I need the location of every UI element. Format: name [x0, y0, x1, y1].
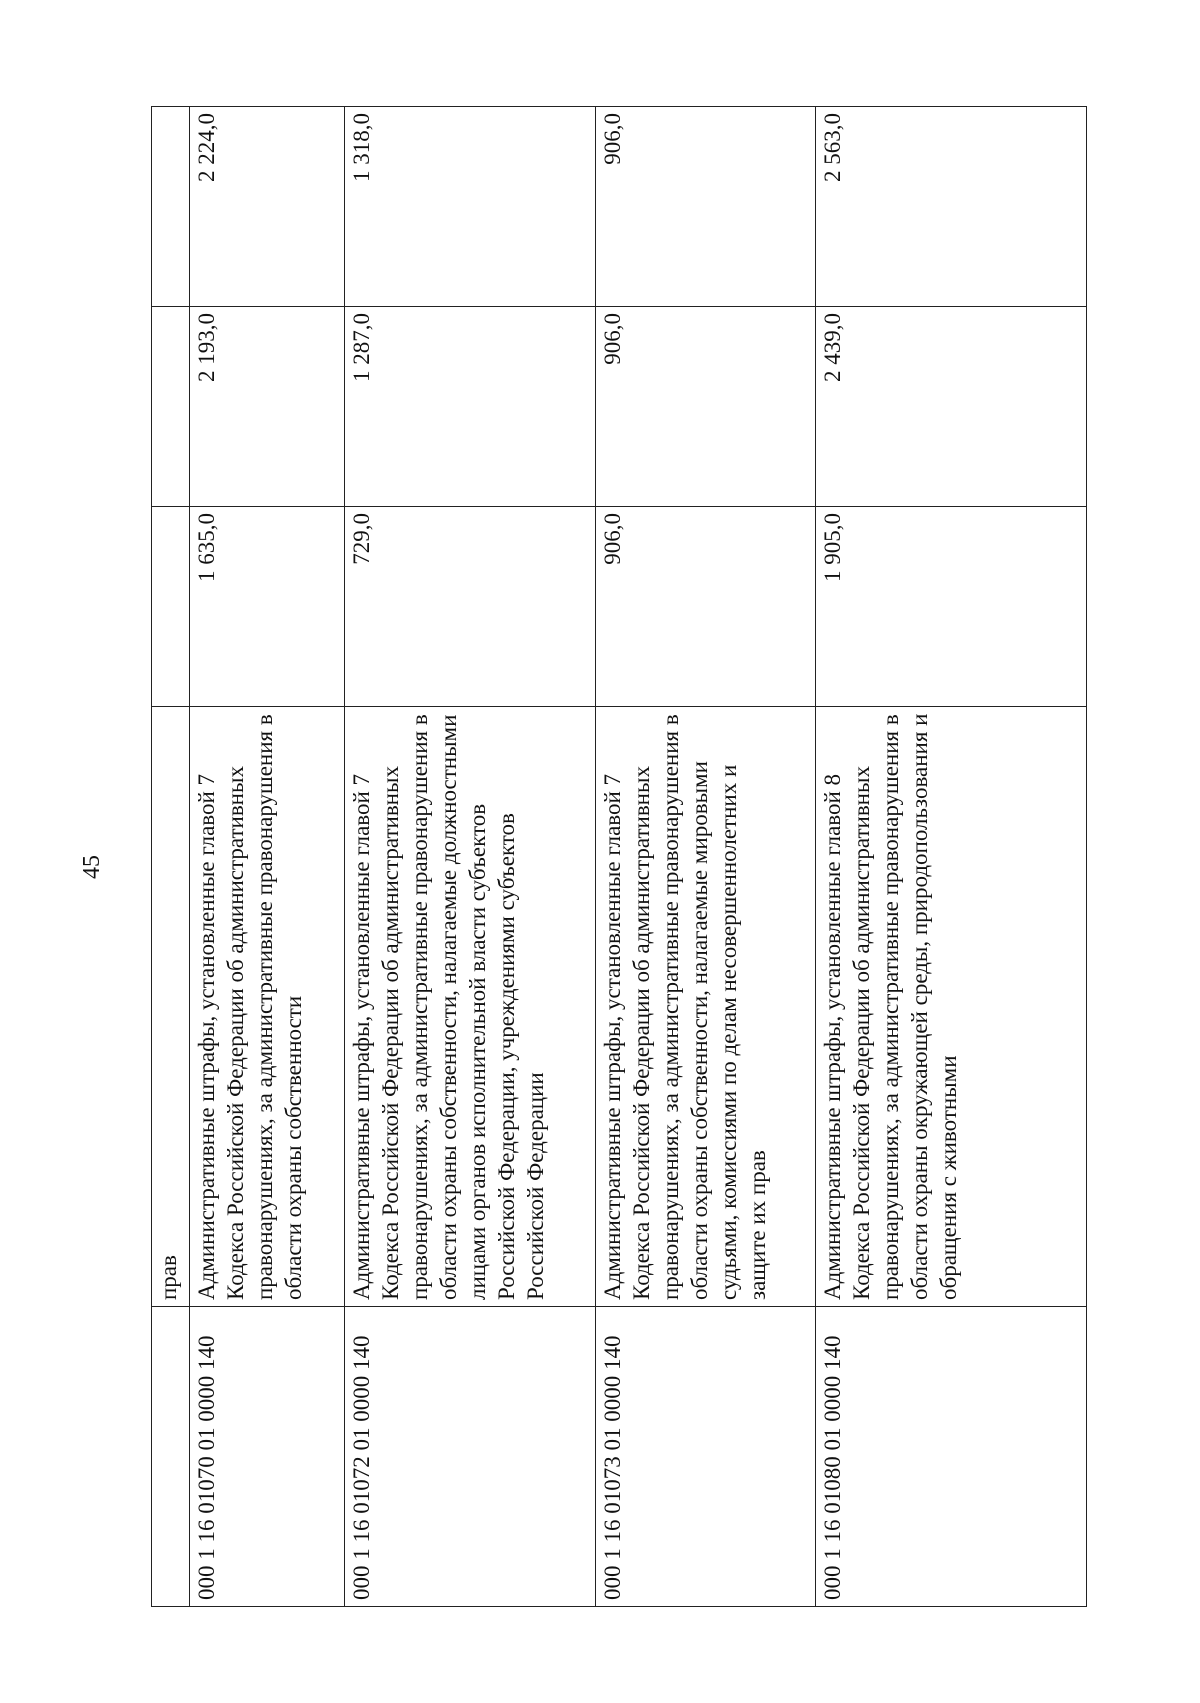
description-cell: Административные штрафы, установленные главой 7 Кодекса Российской Федерации об административных правонарушениях, за административные правонарушения в области охраны собственности, налагаемые мировыми судьями, комиссиями по делам несовершеннолетних и защите их прав [596, 707, 816, 1307]
value-cell-year1: 1 635,0 [190, 507, 345, 707]
table-row-continuation [152, 107, 190, 1607]
value-cell-year3: 1 318,0 [345, 107, 596, 307]
value-cell-year3: 906,0 [596, 107, 816, 307]
value-cell-year3: 2 224,0 [190, 107, 345, 307]
table-row [596, 107, 816, 1607]
value-cell-year2: 2 193,0 [190, 307, 345, 507]
budget-code-cell: 000 1 16 01072 01 0000 140 [345, 1307, 596, 1607]
revenue-table-rotated [151, 107, 1061, 1607]
description-continuation: прав [152, 707, 190, 1307]
value-cell-year1: 1 905,0 [816, 507, 1087, 707]
budget-code-cell: 000 1 16 01070 01 0000 140 [190, 1307, 345, 1607]
description-cell: Административные штрафы, установленные главой 7 Кодекса Российской Федерации об административных правонарушениях, за административные правонарушения в области охраны собственности, налагаемые должностными лицами органов исполнительной власти субъектов Российской Федерации, учреждениями субъектов Российской Федерации [345, 707, 596, 1307]
revenue-table [151, 106, 1087, 1607]
value-cell-year1: 906,0 [596, 507, 816, 707]
budget-code-cell: 000 1 16 01073 01 0000 140 [596, 1307, 816, 1607]
value-cell-empty [152, 507, 190, 707]
description-cell: Административные штрафы, установленные главой 7 Кодекса Российской Федерации об административных правонарушениях, за административные правонарушения в области охраны собственности [190, 707, 345, 1307]
budget-code-cell: 000 1 16 01080 01 0000 140 [816, 1307, 1087, 1607]
value-cell-year2: 906,0 [596, 307, 816, 507]
value-cell-year1: 729,0 [345, 507, 596, 707]
value-cell-year2: 1 287,0 [345, 307, 596, 507]
table-row [345, 107, 596, 1607]
table-row [816, 107, 1087, 1607]
description-cell: Административные штрафы, установленные главой 8 Кодекса Российской Федерации об административных правонарушениях, за административные правонарушения в области охраны окружающей среды, природопользования и обращения с животными [816, 707, 1087, 1307]
value-cell-year2: 2 439,0 [816, 307, 1087, 507]
table-row [190, 107, 345, 1607]
page-number: 45 [79, 855, 105, 879]
value-cell-empty [152, 107, 190, 307]
code-cell-empty [152, 1307, 190, 1607]
value-cell-empty [152, 307, 190, 507]
value-cell-year3: 2 563,0 [816, 107, 1087, 307]
